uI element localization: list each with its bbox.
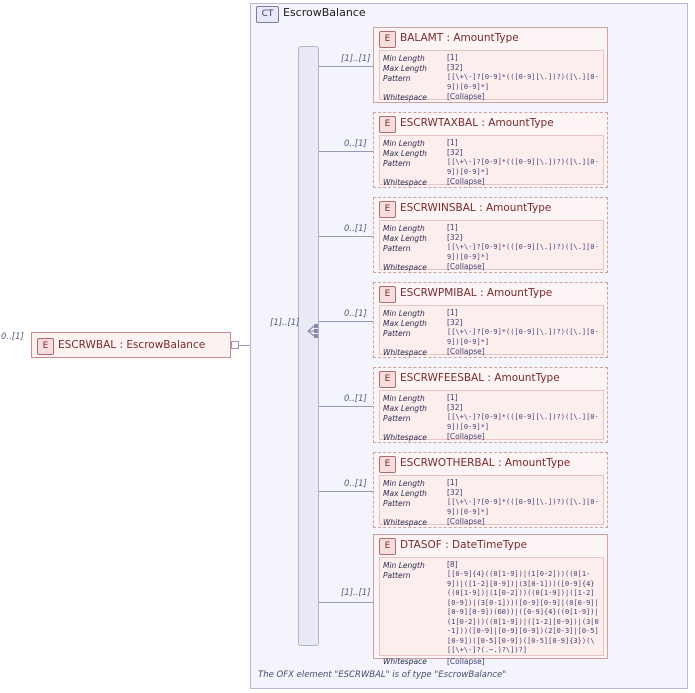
facet-whitespace: Whitespace [Collapse] <box>383 347 485 357</box>
facet-max-length: Max Length [32] <box>383 488 463 498</box>
facet-table <box>379 557 604 666</box>
facet-min-length: Min Length [1] <box>383 393 458 403</box>
facet-min-length: Min Length [1] <box>383 53 458 63</box>
element-badge-icon: E <box>37 338 54 355</box>
facet-whitespace: Whitespace [Collapse] <box>383 262 485 272</box>
connector-child-4 <box>319 321 373 322</box>
connector-child-2 <box>319 151 373 152</box>
facet-table <box>379 50 604 100</box>
element-badge-icon: E <box>379 538 396 555</box>
facet-min-length: Min Length [1] <box>383 223 458 233</box>
facet-pattern: Pattern [[\+\-]?[0-9]*(([0-9][\.])?)([\.][0-9])[0-9]*] <box>383 328 599 346</box>
connector-child-6 <box>319 491 373 492</box>
root-element-label: ESCRWBAL : EscrowBalance <box>58 339 206 351</box>
facet-table <box>379 135 604 185</box>
facet-pattern: Pattern [[0-9]{4}((0[1-9])|(1[0-2]))((0[1-9])|([1-2][0-9])|(3[0-1]))([0-9]{4}((0[1-9])|(1[0-2]))((0[1-9])|([1-2][0-9])|(3[0-1]))([0-9][0-9]|(0[0-9]|[0-9][0-9])(60))|([0-9]{4}((0[1-9])|(1[0-2]))((0[1-9])|([1-2][0-9])|(3[0-1]))([0-9]|[0-9][0-9])(2[0-3]|[0-5][0-9])([0-5][0-9])([0-5][0-9]{3})(\[[\+\-]?(.~.)?\])?] <box>383 570 599 654</box>
facet-max-length: Max Length [32] <box>383 318 463 328</box>
facet-whitespace: Whitespace [Collapse] <box>383 432 485 442</box>
element-label: ESCRWPMIBAL : AmountType <box>400 287 553 299</box>
cardinality-child-5: 0..[1] <box>344 394 367 404</box>
element-label: DTASOF : DateTimeType <box>400 539 527 551</box>
cardinality-child-1: [1]..[1] <box>341 54 371 64</box>
cardinality-child-2: 0..[1] <box>344 139 367 149</box>
facet-min-length: Min Length [1] <box>383 478 458 488</box>
element-badge-icon: E <box>379 201 396 218</box>
cardinality-child-4: 0..[1] <box>344 309 367 319</box>
element-label: ESCRWOTHERBAL : AmountType <box>400 457 571 469</box>
facet-whitespace: Whitespace [Collapse] <box>383 517 485 527</box>
root-cardinality-left: 0..[1] <box>1 332 24 342</box>
facet-min-length: Min Length [1] <box>383 138 458 148</box>
facet-max-length: Max Length [32] <box>383 233 463 243</box>
element-badge-icon: E <box>379 456 396 473</box>
facet-min-length: Min Length [1] <box>383 308 458 318</box>
connector-child-1 <box>319 66 373 67</box>
element-balamt[interactable] <box>373 27 608 103</box>
element-label: ESCRWTAXBAL : AmountType <box>400 117 554 129</box>
complex-type-title: EscrowBalance <box>283 6 366 19</box>
element-header <box>374 113 607 134</box>
cardinality-child-7: [1]..[1] <box>341 588 371 598</box>
facet-pattern: Pattern [[\+\-]?[0-9]*(([0-9][\.])?)([\.][0-9])[0-9]*] <box>383 158 599 176</box>
facet-pattern: Pattern [[\+\-]?[0-9]*(([0-9][\.])?)([\.][0-9])[0-9]*] <box>383 243 599 261</box>
element-dtasof[interactable] <box>373 534 608 666</box>
facet-pattern: Pattern [[\+\-]?[0-9]*(([0-9][\.])?)([\.][0-9])[0-9]*] <box>383 413 599 431</box>
complex-type-badge: CT <box>256 6 279 23</box>
facet-max-length: Max Length [32] <box>383 63 463 73</box>
connector-child-5 <box>319 406 373 407</box>
element-badge-icon: E <box>379 31 396 48</box>
element-label: ESCRWINSBAL : AmountType <box>400 202 552 214</box>
complex-type-footnote: The OFX element "ESCRWBAL" is of type "EscrowBalance" <box>258 670 507 680</box>
facet-pattern: Pattern [[\+\-]?[0-9]*(([0-9][\.])?)([\.][0-9])[0-9]*] <box>383 498 599 516</box>
facet-table <box>379 305 604 355</box>
facet-max-length: Max Length [32] <box>383 403 463 413</box>
sequence-icon <box>307 323 327 339</box>
facet-whitespace: Whitespace [Collapse] <box>383 92 485 102</box>
element-escrwotherbal[interactable] <box>373 452 608 528</box>
element-label: ESCRWFEESBAL : AmountType <box>400 372 560 384</box>
element-header <box>374 198 607 219</box>
facet-max-length: Max Length [32] <box>383 148 463 158</box>
facet-table <box>379 220 604 270</box>
element-escrwtaxbal[interactable] <box>373 112 608 188</box>
element-escrwpmibal[interactable] <box>373 282 608 358</box>
connector-child-7 <box>319 602 373 603</box>
element-badge-icon: E <box>379 286 396 303</box>
root-element-escrwbal[interactable] <box>31 332 231 358</box>
element-header <box>374 368 607 389</box>
facet-whitespace: Whitespace [Collapse] <box>383 177 485 187</box>
facet-table <box>379 475 604 525</box>
element-escrwinsbal[interactable] <box>373 197 608 273</box>
element-badge-icon: E <box>379 371 396 388</box>
element-label: BALAMT : AmountType <box>400 32 519 44</box>
facet-table <box>379 390 604 440</box>
facet-pattern: Pattern [[\+\-]?[0-9]*(([0-9][\.])?)([\.][0-9])[0-9]*] <box>383 73 599 91</box>
connector-child-3 <box>319 236 373 237</box>
facet-whitespace: Whitespace [Collapse] <box>383 656 485 666</box>
cardinality-child-3: 0..[1] <box>344 224 367 234</box>
sequence-compositor-bar[interactable] <box>298 46 319 646</box>
element-badge-icon: E <box>379 116 396 133</box>
element-header <box>374 283 607 304</box>
element-header <box>374 28 607 49</box>
cardinality-child-6: 0..[1] <box>344 479 367 489</box>
element-escrwfeesbal[interactable] <box>373 367 608 443</box>
expand-stub-icon[interactable] <box>231 341 239 349</box>
root-cardinality-right: [1]..[1] <box>270 318 300 328</box>
element-header <box>374 453 607 474</box>
element-header <box>374 535 607 556</box>
facet-min-length: Min Length [8] <box>383 560 458 570</box>
